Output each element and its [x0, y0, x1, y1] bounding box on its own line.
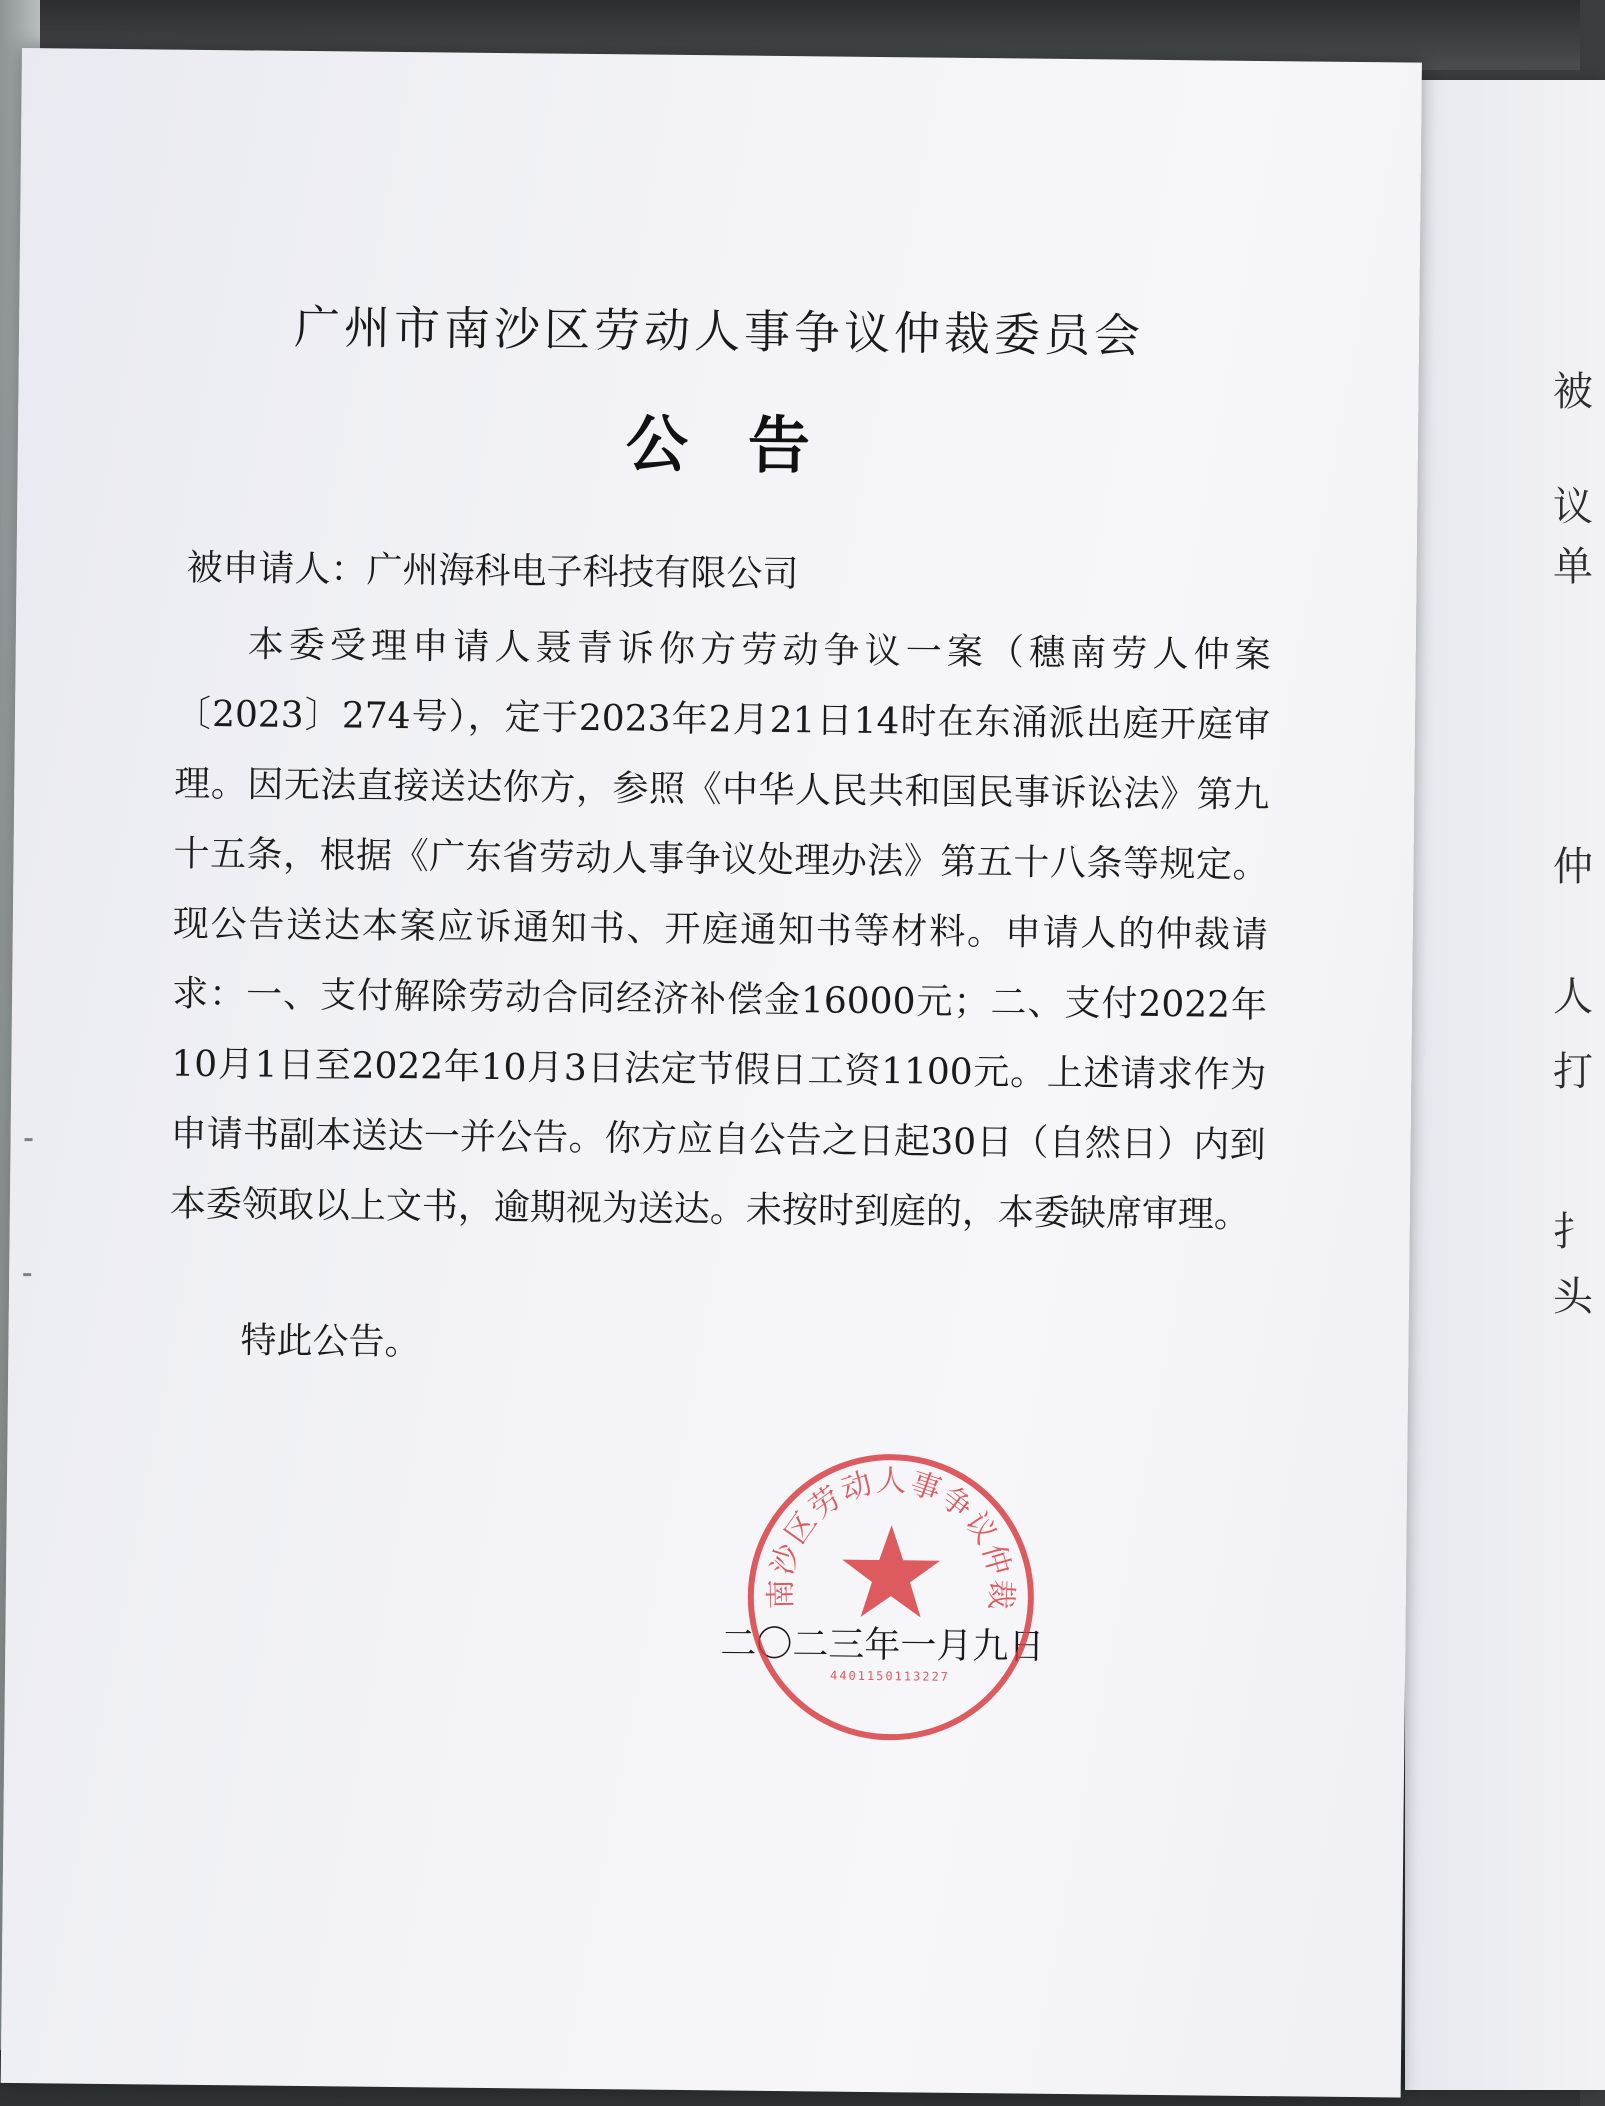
second-sheet [1405, 80, 1605, 2090]
staple-mark [23, 1273, 31, 1276]
closing-line: 特此公告。 [240, 1320, 421, 1364]
respondent-line: 被申请人：广州海科电子科技有限公司 [186, 547, 799, 596]
seal-number: 4401150113227 [829, 1668, 951, 1684]
seal-org-textpath: 广州市南沙区劳动人事争议仲裁委员会 [763, 1463, 1019, 1613]
organization-title: 广州市南沙区劳动人事争议仲裁委员会 [293, 299, 1145, 363]
document-title: 公告 [625, 407, 871, 483]
second-sheet-fragment: 人 [1553, 974, 1593, 1020]
second-sheet-fragment: 打 [1553, 1049, 1593, 1095]
second-sheet-fragment: 单 [1553, 544, 1593, 590]
second-sheet-fragment: 仲 [1553, 844, 1593, 890]
official-seal [739, 1446, 1042, 1749]
star-icon [842, 1525, 941, 1618]
second-sheet-fragment: 被 [1553, 369, 1593, 415]
notice-body: 本委受理申请人聂青诉你方劳动争议一案（穗南劳人仲案〔2023〕274号），定于2023年2月21日14时在东涌派出庭开庭审理。因无法直接送达你方，参照《中华人民共和国民事诉讼法》第九十五条，根据《广东省劳动人事争议处理办法》第五十八条等规定。现公告送达本案应诉通知书、开庭通知书等材料。申请人的仲裁请求：一、支付解除劳动合同经济补偿金16000元；二、支付2022年10月1日至2022年10月3日法定节假日工资1100元。上述请求作为申请书副本送达一并公告。你方应自公告之日起30日（自然日）内到本委领取以上文书，逾期视为送达。未按时到庭的，本委缺席审理。 [169, 624, 1271, 1236]
notice-paper [1, 48, 1422, 2098]
staple-mark [25, 1138, 33, 1141]
second-sheet-fragment: 扌 [1553, 1209, 1593, 1255]
second-sheet-fragment: 议 [1553, 484, 1593, 530]
second-sheet-fragment: 头 [1553, 1274, 1593, 1320]
seal-graphic [739, 1446, 1042, 1749]
document-date: 二〇二三年一月九日 [720, 1623, 1045, 1668]
